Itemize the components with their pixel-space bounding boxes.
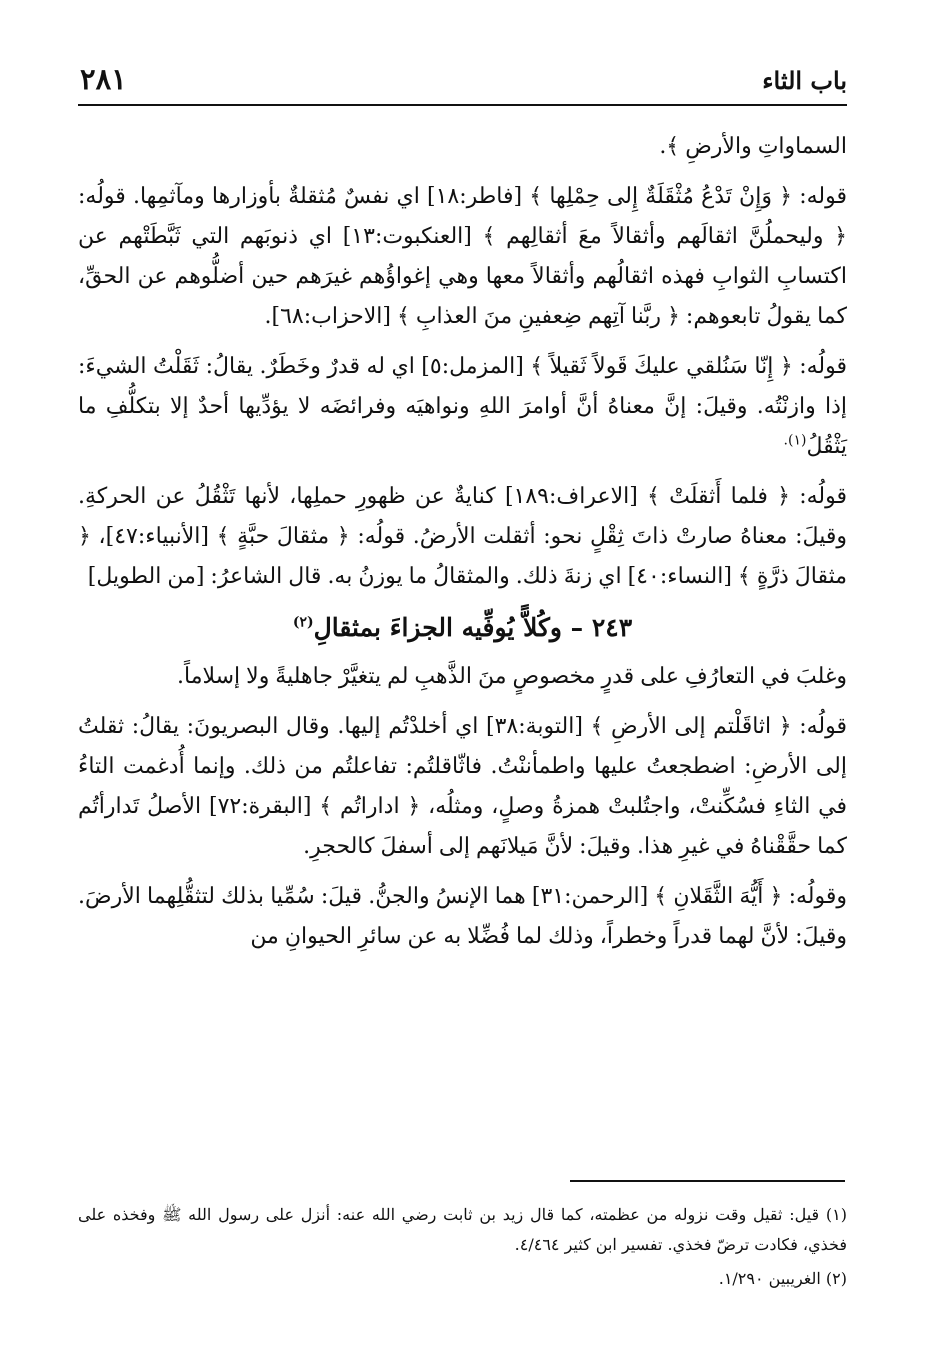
- paragraph-2: قوله: ﴿ وَإِنْ تَدْعُ مُثْقَلَةٌ إِلى حِمْلِها ﴾ [فاطر:١٨] اي نفسٌ مُثقلةٌ بأوزارها ومآثمِها. قولُه: ﴿ وليحملُنَّ اثقالَهم وأثقالاً معَ أثقالِهم ﴾ [العنكبوت:١٣] اي ذنوبَهم التي ثَبَّطَتْهم عن اكتسابِ الثوابِ فهذه اثقالُهم وأثقالاً معها وهي إغواؤُهم غيرَهم حين أضلُّوهم عن الحقِّ، كما يقولُ تابعوهم: ﴿ ربَّنا آتِهم ضِعفينِ منَ العذابِ ﴾ [الاحزاب:٦٨].: [78, 184, 847, 329]
- page-number: ٢٨١: [80, 62, 127, 96]
- paragraph-3: [78, 347, 847, 467]
- paragraph-3-text: قولُه: ﴿ إِنّا سَنُلقي عليكَ قَولاً ثَقيلاً ﴾ [المزمل:٥] اي له قدرٌ وخَطَرٌ. يقالُ: ثَقَلْتُ الشيءَ: إذا وازنْتُه. وقيلَ: إنَّ معناهُ أنَّ أوامرَ اللهِ ونواهيَه وفرائضَه لا يؤدِّيها أحدٌ إلا بتكلُّفِ ما يَثْقُلُ: [78, 354, 847, 459]
- main-text: [78, 127, 847, 967]
- paragraph-6: قولُه: ﴿ اثاقَلْتم إلى الأرضِ ﴾ [التوبة:٣٨] اي أخلدْتُم إليها. وقال البصريونَ: يقالُ: ثقلتُ إلى الأرضِ: اضطجعتُ عليها واطمأننْتُ. فاثّاقلتُم: تفاعلتُم من ذلك. وإنما أُدغمت التاءُ في الثاءِ فسُكِّنتْ، واجتُلبتْ همزةُ وصلٍ، ومثلُه، ﴿ اداراتُم ﴾ [البقرة:٧٢] الأصلُ تَدارأتُم كما حقَّقْناهُ في غيرِ هذا. وقيلَ: لأنَّ مَيلانَهم إلى أسفلَ كالحجرِ.: [78, 714, 848, 859]
- paragraph-4: قولُه: ﴿ فلما أَثقلَتْ ﴾ [الاعراف:١٨٩] كنايةٌ عن ظهورِ حملِها، لأنها تَثْقُلُ عن الحركةِ. وقيلَ: معناهُ صارتْ ذاتَ ثِقْلٍ نحو: أثقلت الأرضُ. قولُه: ﴿ مثقالَ حبَّةٍ ﴾ [الأنبياء:٤٧]، ﴿ مثقالَ ذرَّةٍ ﴾ [النساء:٤٠] اي زنةَ ذلك. والمثقالُ ما يوزنُ به. قال الشاعرُ: [من الطويل]: [78, 484, 847, 589]
- footnote-ref-1: (١).: [783, 432, 807, 449]
- paragraph-5: وغلبَ في التعارُفِ على قدرٍ مخصوصٍ منَ الذَّهبِ لم يتغيَّرْ جاهليةً ولا إسلاماً.: [177, 664, 847, 689]
- paragraph-1: السماواتِ والأرضِ ﴾.: [659, 134, 847, 159]
- footnote-ref-2: (٢): [292, 614, 314, 631]
- chapter-title: باب الثاء: [762, 66, 847, 95]
- footnote-1: (١) قيل: ثقيل وقت نزوله من عظمته، كما قال زيد بن ثابت رضي الله عنه: أنزل على رسول الله ﷺ وفخذه على فخذي، فكادت ترضّ فخذي. تفسير ابن كثير ٤/٤٦٤.: [78, 1205, 847, 1254]
- header-rule: [78, 104, 847, 106]
- footnotes: [78, 1200, 847, 1298]
- paragraph-7: وقولُه: ﴿ أَيُّهَ الثَّقَلانِ ﴾ [الرحمن:٣١] هما الإنسُ والجنُّ. قيلَ: سُمِّيا بذلك لتثقُّلِهما الأرضَ. وقيلَ: لأنَّ لهما قدراً وخطراً، وذلك لما فُضِّلا به عن سائرِ الحيوانِ من: [78, 884, 848, 949]
- footnote-2: (٢) الغريبين ١/٢٩٠.: [718, 1269, 847, 1288]
- verse-heading-text: ٢٤٣ – وكُلاًّ يُوفِّيه الجزاءَ بمثقالِ: [313, 613, 633, 642]
- verse-heading: [78, 607, 847, 649]
- footnote-rule: [570, 1180, 845, 1182]
- page-header: [80, 62, 847, 98]
